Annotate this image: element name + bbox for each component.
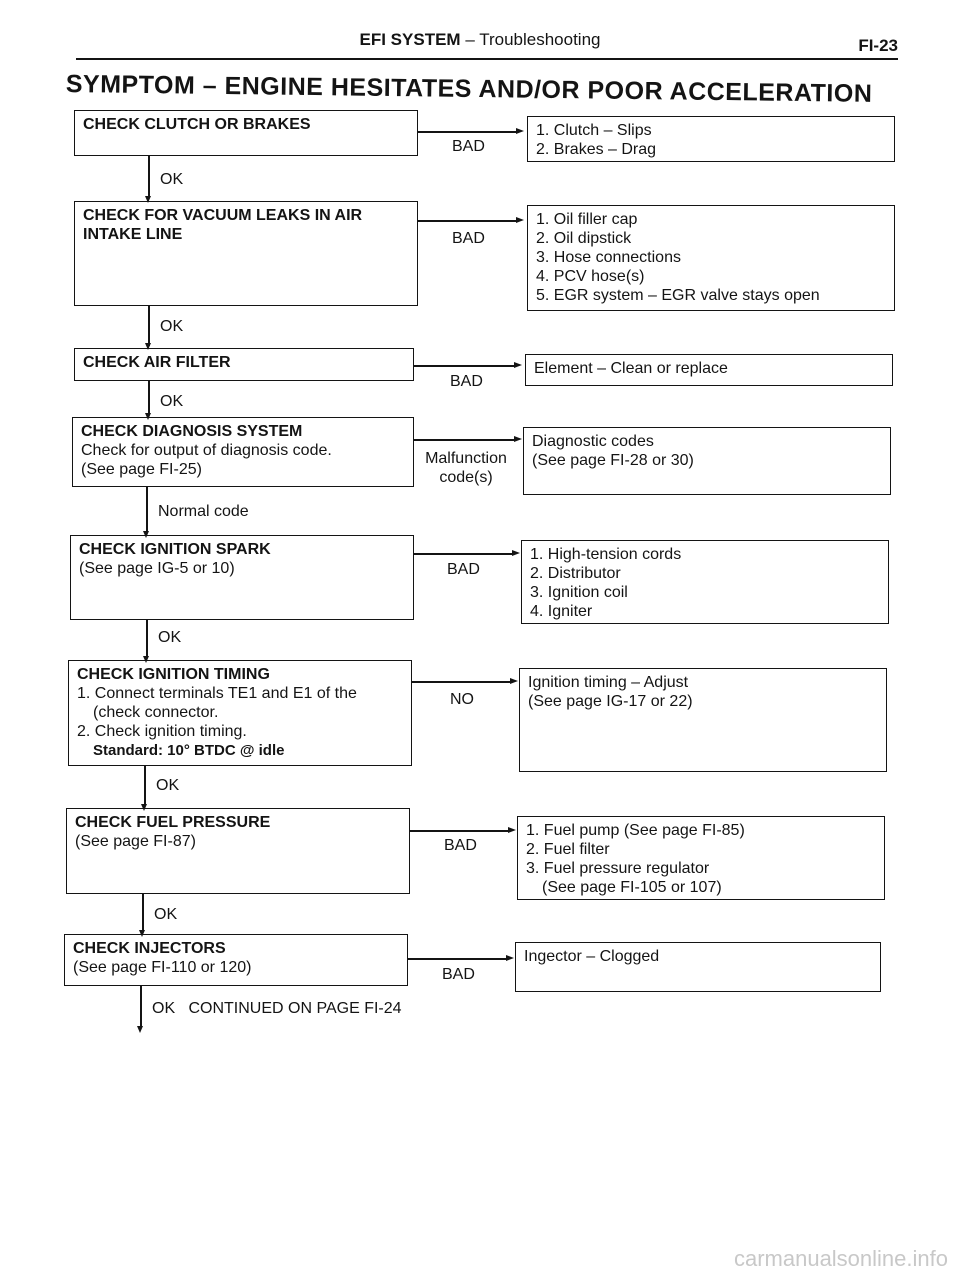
result-line: 3. Ignition coil (530, 584, 628, 601)
connector-line (412, 681, 512, 683)
result-line: 1. High-tension cords (530, 546, 682, 563)
header-rule (76, 58, 898, 60)
flow-line (140, 986, 142, 1028)
check-box-ignition-spark (70, 535, 414, 620)
check-box-clutch-brakes (74, 110, 418, 156)
header-system: EFI SYSTEM (359, 30, 461, 49)
bad-label: BAD (444, 837, 477, 854)
ok-label: OK (152, 1000, 176, 1017)
result-line: 5. EGR system – EGR valve stays open (536, 287, 820, 304)
check-title-line2: INTAKE LINE (83, 226, 183, 243)
check-title: CHECK AIR FILTER (83, 354, 231, 371)
symptom-title: SYMPTOM – ENGINE HESITATES AND/OR POOR ACCELERATION (65, 70, 873, 108)
arrow-right-icon (512, 550, 520, 556)
result-line: (See page FI-28 or 30) (532, 452, 694, 469)
check-box-air-filter (74, 348, 414, 381)
ok-label: OK (160, 393, 184, 410)
result-line: Ingector – Clogged (524, 948, 660, 965)
arrow-right-icon (514, 436, 522, 442)
result-line: 2. Oil dipstick (536, 230, 632, 247)
ok-label: OK (160, 171, 184, 188)
connector-line (414, 553, 514, 555)
result-box-fuel-pressure (517, 816, 885, 900)
arrow-right-icon (514, 362, 522, 368)
result-line: (See page FI-105 or 107) (542, 879, 722, 896)
result-box-vacuum-leaks (527, 205, 895, 311)
bad-label: BAD (452, 138, 485, 155)
result-box-clutch-brakes (527, 116, 895, 162)
ok-label: OK (154, 906, 178, 923)
flow-line (146, 620, 148, 658)
result-line: Element – Clean or replace (534, 360, 728, 377)
normal-code-label: Normal code (158, 503, 249, 520)
bad-label: BAD (447, 561, 480, 578)
page-number: FI-23 (858, 36, 898, 55)
result-line: (See page IG-17 or 22) (528, 693, 693, 710)
arrow-right-icon (510, 678, 518, 684)
result-box-diagnosis (523, 427, 891, 495)
flow-line (148, 156, 150, 198)
flow-line (148, 381, 150, 415)
arrow-right-icon (516, 128, 524, 134)
check-title: CHECK FOR VACUUM LEAKS IN AIR (83, 207, 363, 224)
check-title: CHECK IGNITION TIMING (77, 666, 270, 683)
check-box-diagnosis (72, 417, 414, 487)
check-line: 1. Connect terminals TE1 and E1 of the (77, 685, 357, 702)
connector-line (410, 830, 510, 832)
check-line: 2. Check ignition timing. (77, 723, 247, 740)
check-title: CHECK IGNITION SPARK (79, 541, 271, 558)
arrow-down-icon (137, 1026, 143, 1033)
result-line: 2. Brakes – Drag (536, 141, 657, 158)
malfunction-label-line1: Malfunction (425, 450, 507, 467)
bad-label: BAD (452, 230, 485, 247)
arrow-right-icon (516, 217, 524, 223)
no-label: NO (450, 691, 474, 708)
connector-line (418, 131, 518, 133)
arrow-right-icon (506, 955, 514, 961)
check-line: (See page FI-25) (81, 461, 202, 478)
check-box-vacuum-leaks (74, 201, 418, 306)
check-box-ignition-timing (68, 660, 412, 766)
flow-line (146, 487, 148, 533)
check-title: CHECK DIAGNOSIS SYSTEM (81, 423, 303, 440)
result-box-air-filter (525, 354, 893, 386)
result-line: 2. Distributor (530, 565, 621, 582)
check-line: (See page IG-5 or 10) (79, 560, 235, 577)
page-header (0, 30, 960, 50)
check-title: CHECK INJECTORS (73, 940, 226, 957)
result-line: 1. Fuel pump (See page FI-85) (526, 822, 745, 839)
timing-standard: Standard: 10° BTDC @ idle (93, 742, 285, 759)
result-box-injectors (515, 942, 881, 992)
header-section: – Troubleshooting (465, 30, 601, 49)
result-line: 1. Clutch – Slips (536, 122, 652, 139)
result-line: 4. Igniter (530, 603, 593, 620)
flow-line (142, 894, 144, 932)
result-line: 1. Oil filler cap (536, 211, 638, 228)
ok-label: OK (158, 629, 182, 646)
result-line: 3. Fuel pressure regulator (526, 860, 710, 877)
flow-line (144, 766, 146, 806)
watermark: carmanualsonline.info (733, 1246, 948, 1271)
bad-label: BAD (450, 373, 483, 390)
ok-label: OK (160, 318, 184, 335)
connector-line (414, 439, 516, 441)
check-line: (check connector. (93, 704, 219, 721)
result-line: 2. Fuel filter (526, 841, 610, 858)
result-line: Diagnostic codes (532, 433, 654, 450)
result-line: 4. PCV hose(s) (536, 268, 645, 285)
check-box-injectors (64, 934, 408, 986)
connector-line (414, 365, 516, 367)
check-line: Check for output of diagnosis code. (81, 442, 332, 459)
connector-line (418, 220, 518, 222)
result-line: 3. Hose connections (536, 249, 681, 266)
check-box-fuel-pressure (66, 808, 410, 894)
malfunction-label-line2: code(s) (439, 469, 493, 486)
bad-label: BAD (442, 966, 475, 983)
connector-line (408, 958, 508, 960)
flow-line (148, 306, 150, 346)
result-box-ignition-timing (519, 668, 887, 772)
continued-label: CONTINUED ON PAGE FI-24 (188, 1000, 402, 1017)
check-line: (See page FI-87) (75, 833, 196, 850)
arrow-right-icon (508, 827, 516, 833)
check-line: (See page FI-110 or 120) (73, 959, 252, 976)
check-title: CHECK FUEL PRESSURE (75, 814, 271, 831)
ok-label: OK (156, 777, 180, 794)
check-title: CHECK CLUTCH OR BRAKES (83, 116, 311, 133)
malfunction-label (416, 449, 516, 487)
result-box-ignition-spark (521, 540, 889, 624)
continued-note (152, 1000, 402, 1018)
result-line: Ignition timing – Adjust (528, 674, 689, 691)
